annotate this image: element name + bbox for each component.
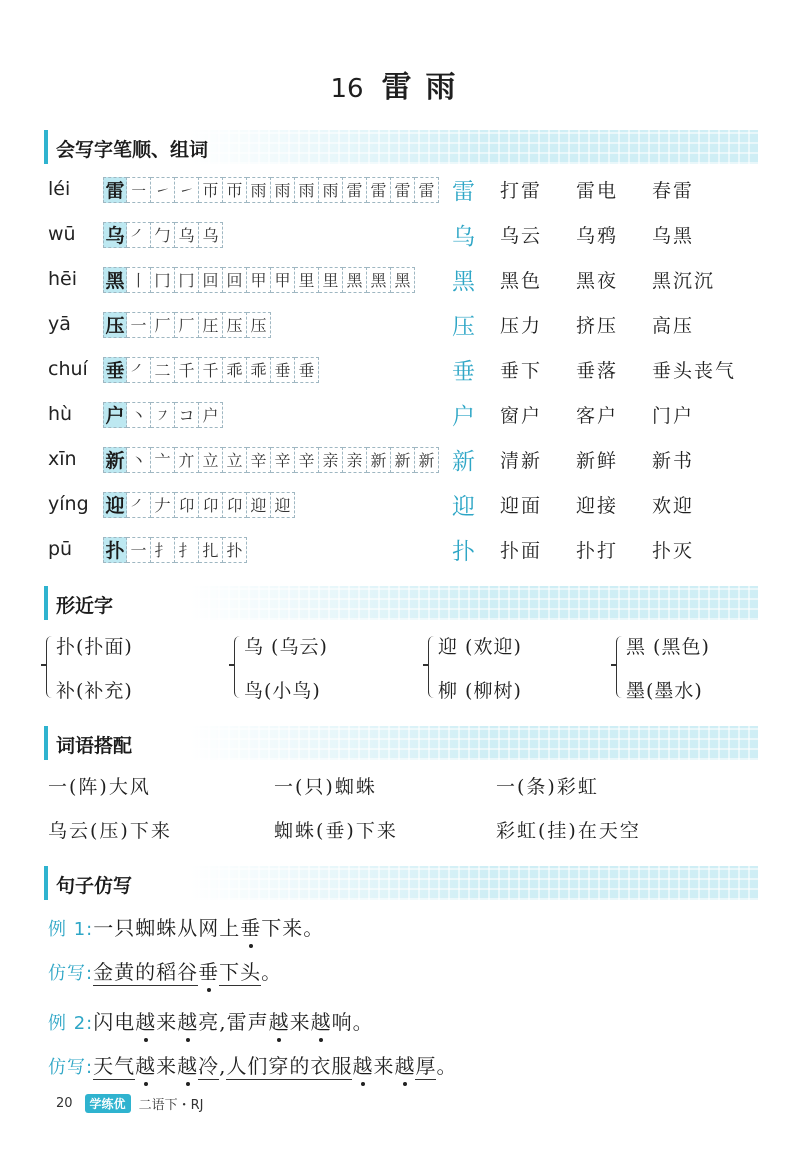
- dotted-char: 越: [352, 1054, 374, 1078]
- similar-char-a: 扑(扑面): [56, 636, 133, 658]
- dotted-char: 越: [310, 1010, 332, 1034]
- collocation-item: 一(条)彩虹: [496, 776, 599, 798]
- char-row: [48, 354, 768, 388]
- dotted-char: 垂: [240, 916, 262, 940]
- stroke-step: 圧: [199, 312, 223, 338]
- word: 乌黑: [652, 225, 695, 247]
- stroke-step: 迎: [247, 492, 271, 518]
- brand-badge: 学练优: [85, 1094, 131, 1113]
- stroke-step: 丶: [127, 402, 151, 428]
- underlined-text: 金黄的稻谷: [93, 960, 199, 984]
- stroke-order: [103, 357, 319, 383]
- word-list: [500, 446, 728, 473]
- text: 来: [156, 1010, 178, 1034]
- imitation-label: 仿写:: [48, 963, 94, 984]
- stroke-step: 辛: [271, 447, 295, 473]
- section-header-write: [44, 130, 758, 164]
- pinyin: wū: [48, 223, 76, 245]
- word: 压力: [500, 315, 543, 337]
- stroke-step: 丨: [127, 267, 151, 293]
- grade-label: 二语下・RJ: [138, 1098, 204, 1113]
- word: 欢迎: [652, 495, 695, 517]
- similar-char-a: 乌 (乌云): [244, 636, 328, 658]
- word: 窗户: [500, 405, 543, 427]
- word-list: [500, 536, 728, 563]
- similar-char-b: 墨(墨水): [626, 680, 703, 702]
- similar-char-b: 补(补充): [56, 680, 133, 702]
- char-row: [48, 489, 768, 523]
- highlight-char: 户: [452, 404, 475, 430]
- stroke-step: 卬: [223, 492, 247, 518]
- stroke-step: 立: [223, 447, 247, 473]
- example-label: 例 1:: [48, 919, 94, 940]
- word: 新鲜: [576, 450, 619, 472]
- stroke-order: [103, 222, 223, 248]
- text: 。: [436, 1054, 458, 1078]
- collocation-item: 蜘蛛(垂)下来: [274, 820, 398, 842]
- highlight-char: 乌: [452, 224, 475, 250]
- pinyin: pū: [48, 538, 73, 560]
- stroke-step: 乌: [175, 222, 199, 248]
- stroke-order: [103, 177, 439, 203]
- stroke-step: 一: [127, 537, 151, 563]
- stroke-char: 压: [103, 312, 127, 338]
- dotted-char: 越: [268, 1010, 290, 1034]
- stroke-step: 雷: [415, 177, 439, 203]
- word-list: [500, 401, 728, 428]
- page-footer: [56, 1094, 203, 1113]
- dotted-char: 越: [177, 1010, 199, 1034]
- stroke-step: コ: [175, 402, 199, 428]
- stroke-step: 厂: [151, 312, 175, 338]
- word: 雷电: [576, 180, 619, 202]
- stroke-step: 𠂇: [151, 492, 175, 518]
- stroke-order: [103, 492, 295, 518]
- word: 黑色: [500, 270, 543, 292]
- text: 一只蜘蛛从网上: [93, 916, 241, 940]
- lesson-title: 雷雨: [381, 70, 470, 105]
- stroke-step: 亲: [319, 447, 343, 473]
- text: 来: [156, 1054, 178, 1078]
- stroke-step: 扑: [223, 537, 247, 563]
- text: 来: [373, 1054, 395, 1078]
- stroke-step: 垂: [271, 357, 295, 383]
- stroke-step: 雷: [367, 177, 391, 203]
- stroke-step: 扎: [199, 537, 223, 563]
- word-list: [500, 491, 728, 518]
- text: 亮,雷声: [198, 1010, 269, 1034]
- stroke-step: 厂: [175, 312, 199, 338]
- word-list: [500, 176, 728, 203]
- underlined-text: 下头: [219, 960, 262, 984]
- highlight-char: 黑: [452, 269, 475, 295]
- stroke-step: ㇒: [127, 357, 151, 383]
- stroke-step: 亣: [175, 447, 199, 473]
- stroke-step: 雨: [247, 177, 271, 203]
- stroke-step: 辛: [247, 447, 271, 473]
- char-row: [48, 174, 768, 208]
- stroke-step: 回: [199, 267, 223, 293]
- stroke-order: [103, 537, 247, 563]
- collocation-item: 彩虹(挂)在天空: [496, 820, 641, 842]
- word-list: [500, 356, 762, 383]
- highlight-char: 新: [452, 449, 475, 475]
- section-title: 形近字: [56, 595, 114, 617]
- stroke-step: 勹: [151, 222, 175, 248]
- word: 扑灭: [652, 540, 695, 562]
- word: 迎接: [576, 495, 619, 517]
- stroke-step: 迎: [271, 492, 295, 518]
- stroke-char: 新: [103, 447, 127, 473]
- dotted-char: 越: [394, 1054, 416, 1078]
- char-row: [48, 399, 768, 433]
- word: 垂下: [500, 360, 543, 382]
- dotted-char: 越: [177, 1054, 199, 1078]
- stroke-step: 扌: [151, 537, 175, 563]
- word: 垂落: [576, 360, 619, 382]
- similar-char-b: 鸟(小鸟): [244, 680, 321, 702]
- word: 迎面: [500, 495, 543, 517]
- collocation-item: 乌云(压)下来: [48, 820, 172, 842]
- stroke-step: 垂: [295, 357, 319, 383]
- stroke-step: ㇀: [175, 177, 199, 203]
- char-row: [48, 444, 768, 478]
- char-row: [48, 264, 768, 298]
- word: 乌云: [500, 225, 543, 247]
- imitation-sentence-2: [48, 1050, 457, 1079]
- char-row: [48, 534, 768, 568]
- highlight-char: 雷: [452, 179, 475, 205]
- stroke-step: ㇒: [127, 222, 151, 248]
- stroke-step: 里: [295, 267, 319, 293]
- pinyin: chuí: [48, 358, 88, 380]
- stroke-step: 雨: [319, 177, 343, 203]
- text: 来: [289, 1010, 311, 1034]
- underlined-text: 天气: [93, 1054, 136, 1078]
- stroke-step: 户: [199, 402, 223, 428]
- stroke-step: 压: [223, 312, 247, 338]
- highlight-char: 迎: [452, 494, 475, 520]
- char-row: [48, 219, 768, 253]
- stroke-char: 乌: [103, 222, 127, 248]
- word: 清新: [500, 450, 543, 472]
- dotted-char: 越: [135, 1010, 157, 1034]
- word: 客户: [576, 405, 619, 427]
- word: 打雷: [500, 180, 543, 202]
- pinyin: hù: [48, 403, 73, 425]
- stroke-step: 新: [367, 447, 391, 473]
- underlined-text: 人们穿的衣服: [226, 1054, 353, 1078]
- stroke-step: 甲: [271, 267, 295, 293]
- text: 下来。: [261, 916, 325, 940]
- word-list: [500, 221, 728, 248]
- word-list: [500, 266, 762, 293]
- stroke-step: ㇐: [127, 177, 151, 203]
- collocation-item: 一(阵)大风: [48, 776, 151, 798]
- stroke-step: 乌: [199, 222, 223, 248]
- char-row: [48, 309, 768, 343]
- stroke-step: 乖: [223, 357, 247, 383]
- collocation-item: 一(只)蜘蛛: [274, 776, 377, 798]
- stroke-step: 压: [247, 312, 271, 338]
- stroke-step: 雷: [391, 177, 415, 203]
- stroke-order: [103, 447, 439, 473]
- word: 春雷: [652, 180, 695, 202]
- example-sentence-1: [48, 912, 324, 941]
- stroke-step: 千: [199, 357, 223, 383]
- stroke-order: [103, 267, 415, 293]
- stroke-step: ㇇: [151, 402, 175, 428]
- word: 新书: [652, 450, 695, 472]
- section-title: 会写字笔顺、组词: [56, 139, 209, 161]
- page-number: 20: [56, 1096, 73, 1111]
- pinyin: xīn: [48, 448, 77, 470]
- section-header-collocation: [44, 726, 758, 760]
- text: 闪电: [93, 1010, 136, 1034]
- stroke-step: 二: [151, 357, 175, 383]
- stroke-step: 雨: [295, 177, 319, 203]
- stroke-step: 黑: [343, 267, 367, 293]
- underlined-text: 冷: [198, 1054, 220, 1078]
- imitation-label: 仿写:: [48, 1057, 94, 1078]
- stroke-step: 丶: [127, 447, 151, 473]
- stroke-char: 雷: [103, 177, 127, 203]
- stroke-step: 新: [391, 447, 415, 473]
- word: 门户: [652, 405, 695, 427]
- underlined-text: 厚: [415, 1054, 437, 1078]
- stroke-step: 扌: [175, 537, 199, 563]
- stroke-step: 雷: [343, 177, 367, 203]
- dotted-char: 垂: [198, 960, 220, 984]
- pinyin: yíng: [48, 493, 89, 515]
- stroke-step: 里: [319, 267, 343, 293]
- word-list: [500, 311, 728, 338]
- word: 扑打: [576, 540, 619, 562]
- stroke-step: 千: [175, 357, 199, 383]
- stroke-char: 迎: [103, 492, 127, 518]
- stroke-step: 一: [127, 312, 151, 338]
- stroke-step: 帀: [223, 177, 247, 203]
- stroke-step: 帀: [199, 177, 223, 203]
- stroke-order: [103, 312, 271, 338]
- highlight-char: 压: [452, 314, 475, 340]
- section-header-similar: [44, 586, 758, 620]
- dotted-char: 越: [135, 1054, 157, 1078]
- stroke-step: 黑: [367, 267, 391, 293]
- lesson-number: 16: [330, 74, 364, 104]
- text: 响。: [331, 1010, 374, 1034]
- section-header-imitation: [44, 866, 758, 900]
- stroke-char: 黑: [103, 267, 127, 293]
- stroke-step: 冂: [175, 267, 199, 293]
- word: 垂头丧气: [652, 360, 737, 382]
- pinyin: hēi: [48, 268, 78, 290]
- stroke-step: 卬: [199, 492, 223, 518]
- stroke-step: 雨: [271, 177, 295, 203]
- similar-char-a: 迎 (欢迎): [438, 636, 522, 658]
- stroke-char: 扑: [103, 537, 127, 563]
- section-title: 句子仿写: [56, 875, 133, 897]
- word: 扑面: [500, 540, 543, 562]
- text: ,: [219, 1054, 227, 1078]
- stroke-order: [103, 402, 223, 428]
- stroke-step: ㇀: [151, 177, 175, 203]
- pinyin: léi: [48, 178, 71, 200]
- word: 黑夜: [576, 270, 619, 292]
- stroke-step: 立: [199, 447, 223, 473]
- stroke-step: ㇒: [127, 492, 151, 518]
- similar-chars: [46, 630, 766, 708]
- stroke-step: 冂: [151, 267, 175, 293]
- word: 挤压: [576, 315, 619, 337]
- stroke-step: 乖: [247, 357, 271, 383]
- stroke-step: 亲: [343, 447, 367, 473]
- stroke-step: 辛: [295, 447, 319, 473]
- pinyin: yā: [48, 313, 71, 335]
- stroke-char: 户: [103, 402, 127, 428]
- highlight-char: 扑: [452, 539, 475, 565]
- similar-char-a: 黑 (黑色): [626, 636, 710, 658]
- word: 乌鸦: [576, 225, 619, 247]
- word: 黑沉沉: [652, 270, 716, 292]
- stroke-step: 亠: [151, 447, 175, 473]
- word: 高压: [652, 315, 695, 337]
- page-title: [0, 62, 800, 106]
- stroke-char: 垂: [103, 357, 127, 383]
- stroke-step: 黑: [391, 267, 415, 293]
- stroke-step: 卬: [175, 492, 199, 518]
- stroke-step: 新: [415, 447, 439, 473]
- example-label: 例 2:: [48, 1013, 94, 1034]
- section-title: 词语搭配: [56, 735, 133, 757]
- stroke-step: 回: [223, 267, 247, 293]
- imitation-sentence-1: [48, 956, 282, 985]
- stroke-step: 甲: [247, 267, 271, 293]
- similar-char-b: 柳 (柳树): [438, 680, 522, 702]
- example-sentence-2: [48, 1006, 374, 1035]
- text: 。: [261, 960, 283, 984]
- highlight-char: 垂: [452, 359, 475, 385]
